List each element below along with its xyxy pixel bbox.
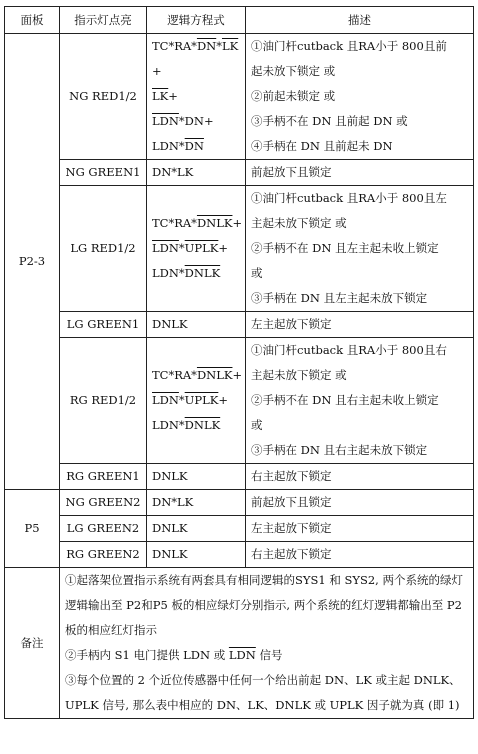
indicator-light-cell: NG RED1/2: [60, 34, 147, 160]
table-row: [5, 490, 474, 516]
equation-term: +: [152, 64, 162, 78]
note-2-text: ②手柄内 S1 电门提供 LDN 或: [65, 648, 229, 662]
negated-term: UPLK: [184, 393, 219, 407]
equation-line: [152, 413, 240, 438]
equation-line: [152, 236, 240, 261]
description-line: 或: [251, 418, 263, 432]
notes-cell: [60, 568, 474, 719]
equation-term: DNLK: [152, 317, 188, 331]
equation-term: DNLK: [152, 469, 188, 483]
equation-line: [152, 134, 240, 159]
indicator-light-cell: LG GREEN1: [60, 312, 147, 338]
equation-term: +: [232, 216, 243, 230]
equation-cell: [147, 186, 246, 312]
negated-term: $\overline{DN}$: [196, 39, 217, 53]
indicator-light-cell: RG GREEN2: [60, 542, 147, 568]
description-cell: [246, 186, 474, 312]
equation-cell: [147, 516, 246, 542]
description-line: ④手柄在 DN 且前起未 DN: [251, 139, 393, 153]
description-cell: [246, 160, 474, 186]
equation-line: [152, 59, 240, 84]
landing-gear-logic-table: [4, 6, 474, 719]
equation-term: LDN*: [152, 418, 185, 432]
equation-term: +: [218, 393, 228, 407]
header-light: 指示灯点亮: [60, 7, 147, 34]
description-cell: [246, 542, 474, 568]
equation-cell: [147, 542, 246, 568]
notes-label: 备注: [5, 568, 60, 719]
negated-term: DNLK: [196, 368, 233, 382]
equation-term: TC*RA*: [152, 216, 197, 230]
equation-line: [152, 490, 240, 515]
indicator-light-cell: NG GREEN2: [60, 490, 147, 516]
description-line: 左主起放下锁定: [251, 317, 332, 331]
description-line: 右主起放下锁定: [251, 547, 332, 561]
description-line: 起未放下锁定 或: [251, 64, 336, 78]
notes-row: [5, 568, 474, 719]
equation-term: *DN+: [178, 114, 214, 128]
equation-line: [152, 312, 240, 337]
equation-line: [152, 211, 243, 236]
indicator-light-cell: RG RED1/2: [60, 338, 147, 464]
indicator-light-cell: NG GREEN1: [60, 160, 147, 186]
negated-term: $\overline{LDN}$: [152, 114, 179, 128]
equation-term: TC*RA*: [152, 368, 197, 382]
negated-term: $\overline{DN}$: [184, 139, 204, 153]
description-line: 或: [251, 266, 263, 280]
header-description: 描述: [246, 7, 474, 34]
description-line: 前起放下且锁定: [251, 495, 332, 509]
equation-line: [152, 34, 240, 59]
description-cell: [246, 516, 474, 542]
equation-line: [152, 261, 240, 286]
table-row: [5, 542, 474, 568]
equation-line: [152, 388, 240, 413]
table-body: [5, 34, 474, 719]
header-row: [5, 7, 474, 34]
description-line: ①油门杆cutback 且RA小于 800且右: [251, 343, 447, 357]
equation-cell: [147, 464, 246, 490]
description-line: ③手柄在 DN 且左主起未放下锁定: [251, 291, 428, 305]
table-row: [5, 338, 474, 464]
description-cell: [246, 34, 474, 160]
negated-term: DNLK: [184, 266, 221, 280]
negated-term: $\overline{LDN}$: [228, 648, 256, 662]
description-line: 主起未放下锁定 或: [251, 216, 347, 230]
description-line: ②前起未锁定 或: [251, 89, 336, 103]
negated-term: $\overline{LDN}$: [152, 241, 179, 255]
description-line: 前起放下且锁定: [251, 165, 332, 179]
equation-line: [152, 542, 240, 567]
description-line: 右主起放下锁定: [251, 469, 332, 483]
equation-cell: [147, 160, 246, 186]
table-row: [5, 186, 474, 312]
table-row: [5, 160, 474, 186]
note-2-text: 信号: [255, 648, 283, 662]
indicator-light-cell: RG GREEN1: [60, 464, 147, 490]
description-line: ③手柄不在 DN 且前起 DN 或: [251, 114, 408, 128]
equation-term: +: [232, 368, 243, 382]
description-line: 左主起放下锁定: [251, 521, 332, 535]
indicator-light-cell: LG RED1/2: [60, 186, 147, 312]
equation-term: +: [168, 89, 178, 103]
table-row: [5, 516, 474, 542]
equation-term: *: [216, 39, 222, 53]
equation-line: [152, 516, 240, 541]
description-cell: [246, 338, 474, 464]
equation-line: [152, 160, 240, 185]
equation-term: *: [178, 393, 185, 407]
negated-term: DNLK: [184, 418, 221, 432]
negated-term: $\overline{LK}$: [221, 39, 239, 53]
negated-term: UPLK: [184, 241, 219, 255]
equation-term: LDN*: [152, 139, 185, 153]
description-line: ①油门杆cutback 且RA小于 800且左: [251, 191, 447, 205]
negated-term: $\overline{LDN}$: [152, 393, 179, 407]
equation-line: [152, 109, 240, 134]
equation-cell: [147, 490, 246, 516]
equation-term: DN*LK: [152, 495, 194, 509]
negated-term: $\overline{LK}$: [152, 89, 169, 103]
header-panel: 面板: [5, 7, 60, 34]
equation-line: [152, 363, 243, 388]
description-line: 主起未放下锁定 或: [251, 368, 347, 382]
note-3: ③每个位置的 2 个近位传感器中任何一个给出前起 DN、LK 或主起 DNLK、UPLK 信号, 那么表中相应的 DN、LK、DNLK 或 UPLK 因子就为真 (即 1): [65, 673, 461, 712]
equation-term: LDN*: [152, 266, 185, 280]
equation-term: DNLK: [152, 521, 188, 535]
equation-cell: [147, 338, 246, 464]
equation-line: [152, 464, 240, 489]
equation-line: [152, 84, 240, 109]
indicator-light-cell: LG GREEN2: [60, 516, 147, 542]
table-row: [5, 464, 474, 490]
equation-cell: [147, 312, 246, 338]
equation-term: DNLK: [152, 547, 188, 561]
equation-term: *: [178, 241, 185, 255]
description-line: ③手柄在 DN 且右主起未放下锁定: [251, 443, 428, 457]
header-equation: 逻辑方程式: [147, 7, 246, 34]
note-1: ①起落架位置指示系统有两套具有相同逻辑的SYS1 和 SYS2, 两个系统的绿灯逻辑输出至 P2和P5 板的相应绿灯分别指示, 两个系统的红灯逻辑都输出至 P2 板的相应红灯指示: [65, 573, 463, 637]
description-line: ②手柄不在 DN 且右主起未收上锁定: [251, 393, 439, 407]
negated-term: DNLK: [196, 216, 233, 230]
panel-cell: P2-3: [5, 34, 60, 490]
equation-term: +: [218, 241, 228, 255]
table-row: [5, 34, 474, 160]
description-line: ②手柄不在 DN 且左主起未收上锁定: [251, 241, 439, 255]
description-line: ①油门杆cutback 且RA小于 800且前: [251, 39, 447, 53]
equation-term: DN*LK: [152, 165, 194, 179]
note-2: [65, 643, 468, 668]
equation-cell: [147, 34, 246, 160]
description-cell: [246, 464, 474, 490]
panel-cell: P5: [5, 490, 60, 568]
table-row: [5, 312, 474, 338]
description-cell: [246, 490, 474, 516]
description-cell: [246, 312, 474, 338]
equation-term: TC*RA*: [152, 39, 197, 53]
